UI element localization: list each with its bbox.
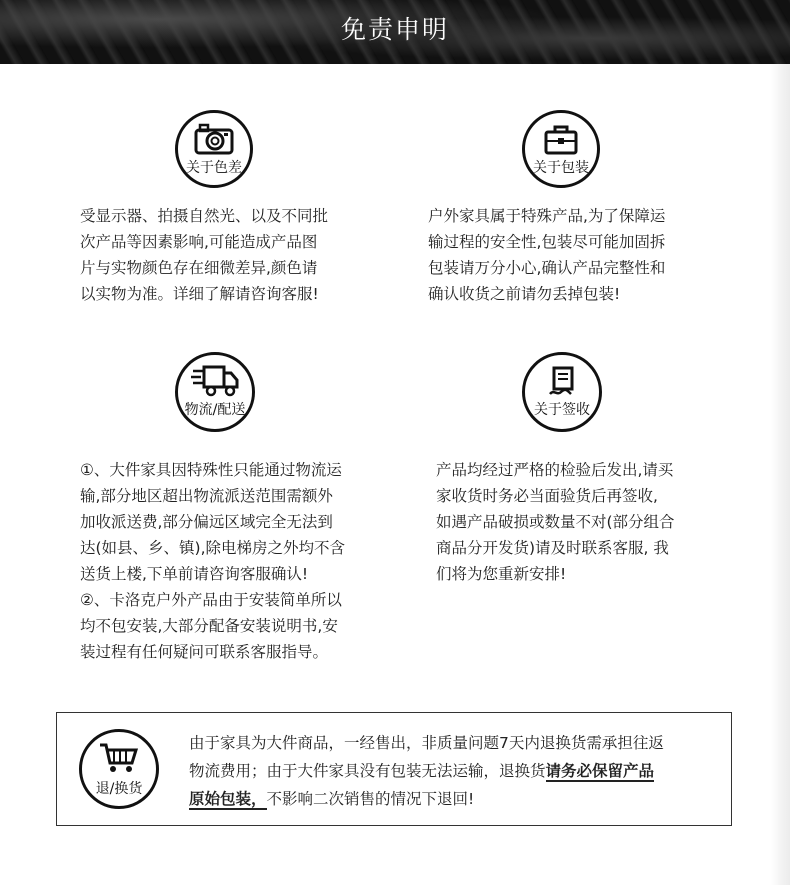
signature-document-icon: [545, 365, 579, 397]
edge-strip: [771, 64, 790, 885]
emphasis-text: 原始包装，: [189, 790, 267, 808]
signing-text: [436, 457, 675, 587]
text-line: ②、卡洛克户外产品由于安装简单所以: [80, 591, 342, 609]
plain-text: 不影响二次销售的情况下退回!: [266, 790, 475, 808]
text-line: 输过程的安全性,包装尽可能加固拆: [428, 233, 666, 251]
return-exchange-badge: [79, 729, 159, 809]
color-difference-badge: [175, 110, 253, 188]
text-line: 达(如县、乡、镇),除电梯房之外均不含: [80, 539, 346, 557]
camera-icon: [193, 123, 235, 155]
emphasis-text: 请务必保留产品: [545, 762, 655, 780]
text-line: 确认收货之前请勿丢掉包装!: [428, 285, 621, 303]
header-banner: [0, 0, 790, 64]
text-line: [189, 785, 664, 813]
text-line: 以实物为准。详细了解请咨询客服!: [80, 285, 319, 303]
text-line: 包装请万分小心,确认产品完整性和: [428, 259, 666, 277]
plain-text: 物流费用；由于大件家具没有包装无法运输，退换货: [189, 762, 546, 780]
packaging-badge: [522, 110, 600, 188]
text-line: 装过程有任何疑问可联系客服指导。: [80, 643, 329, 661]
text-line: 产品均经过严格的检验后发出,请买: [436, 461, 674, 479]
text-line: 次产品等因素影响,可能造成产品图: [80, 233, 318, 251]
logistics-badge: [175, 352, 255, 432]
signing-badge: [522, 352, 602, 432]
logistics-text: [80, 457, 345, 665]
text-line: 们将为您重新安排!: [436, 565, 567, 583]
section-label: 物流/配送: [184, 402, 246, 418]
text-line: 加收派送费,部分偏远区域完全无法到: [80, 513, 333, 531]
text-line: 家收货时务必当面验货后再签收,: [436, 487, 658, 505]
text-line: 片与实物颜色存在细微差异,颜色请: [80, 259, 318, 277]
section-label: 关于包装: [533, 160, 589, 176]
section-label: 退/换货: [95, 781, 143, 797]
text-line: 户外家具属于特殊产品,为了保障运: [428, 207, 666, 225]
text-line: 受显示器、拍摄自然光、以及不同批: [80, 207, 329, 225]
text-line: ①、大件家具因特殊性只能通过物流运: [80, 461, 342, 479]
color-difference-text: [80, 203, 328, 307]
packaging-text: [428, 203, 665, 307]
delivery-truck-icon: [191, 365, 239, 397]
return-policy-box: [56, 712, 732, 826]
text-line: 如遇产品破损或数量不对(部分组合: [436, 513, 675, 531]
text-line: 均不包安装,大部分配备安装说明书,安: [80, 617, 338, 635]
text-line: 输,部分地区超出物流派送范围需额外: [80, 487, 333, 505]
return-policy-text: [189, 729, 664, 813]
text-line: [189, 757, 664, 785]
text-line: 商品分开发货)请及时联系客服, 我: [436, 539, 669, 557]
shopping-cart-icon: [99, 742, 139, 774]
text-line: 由于家具为大件商品，一经售出，非质量问题7天内退换货需承担往返: [189, 734, 664, 752]
section-label: 关于色差: [186, 160, 242, 176]
page-title: 免责申明: [340, 15, 449, 44]
section-label: 关于签收: [534, 402, 590, 418]
text-line: 送货上楼,下单前请咨询客服确认!: [80, 565, 309, 583]
briefcase-icon: [543, 123, 579, 155]
